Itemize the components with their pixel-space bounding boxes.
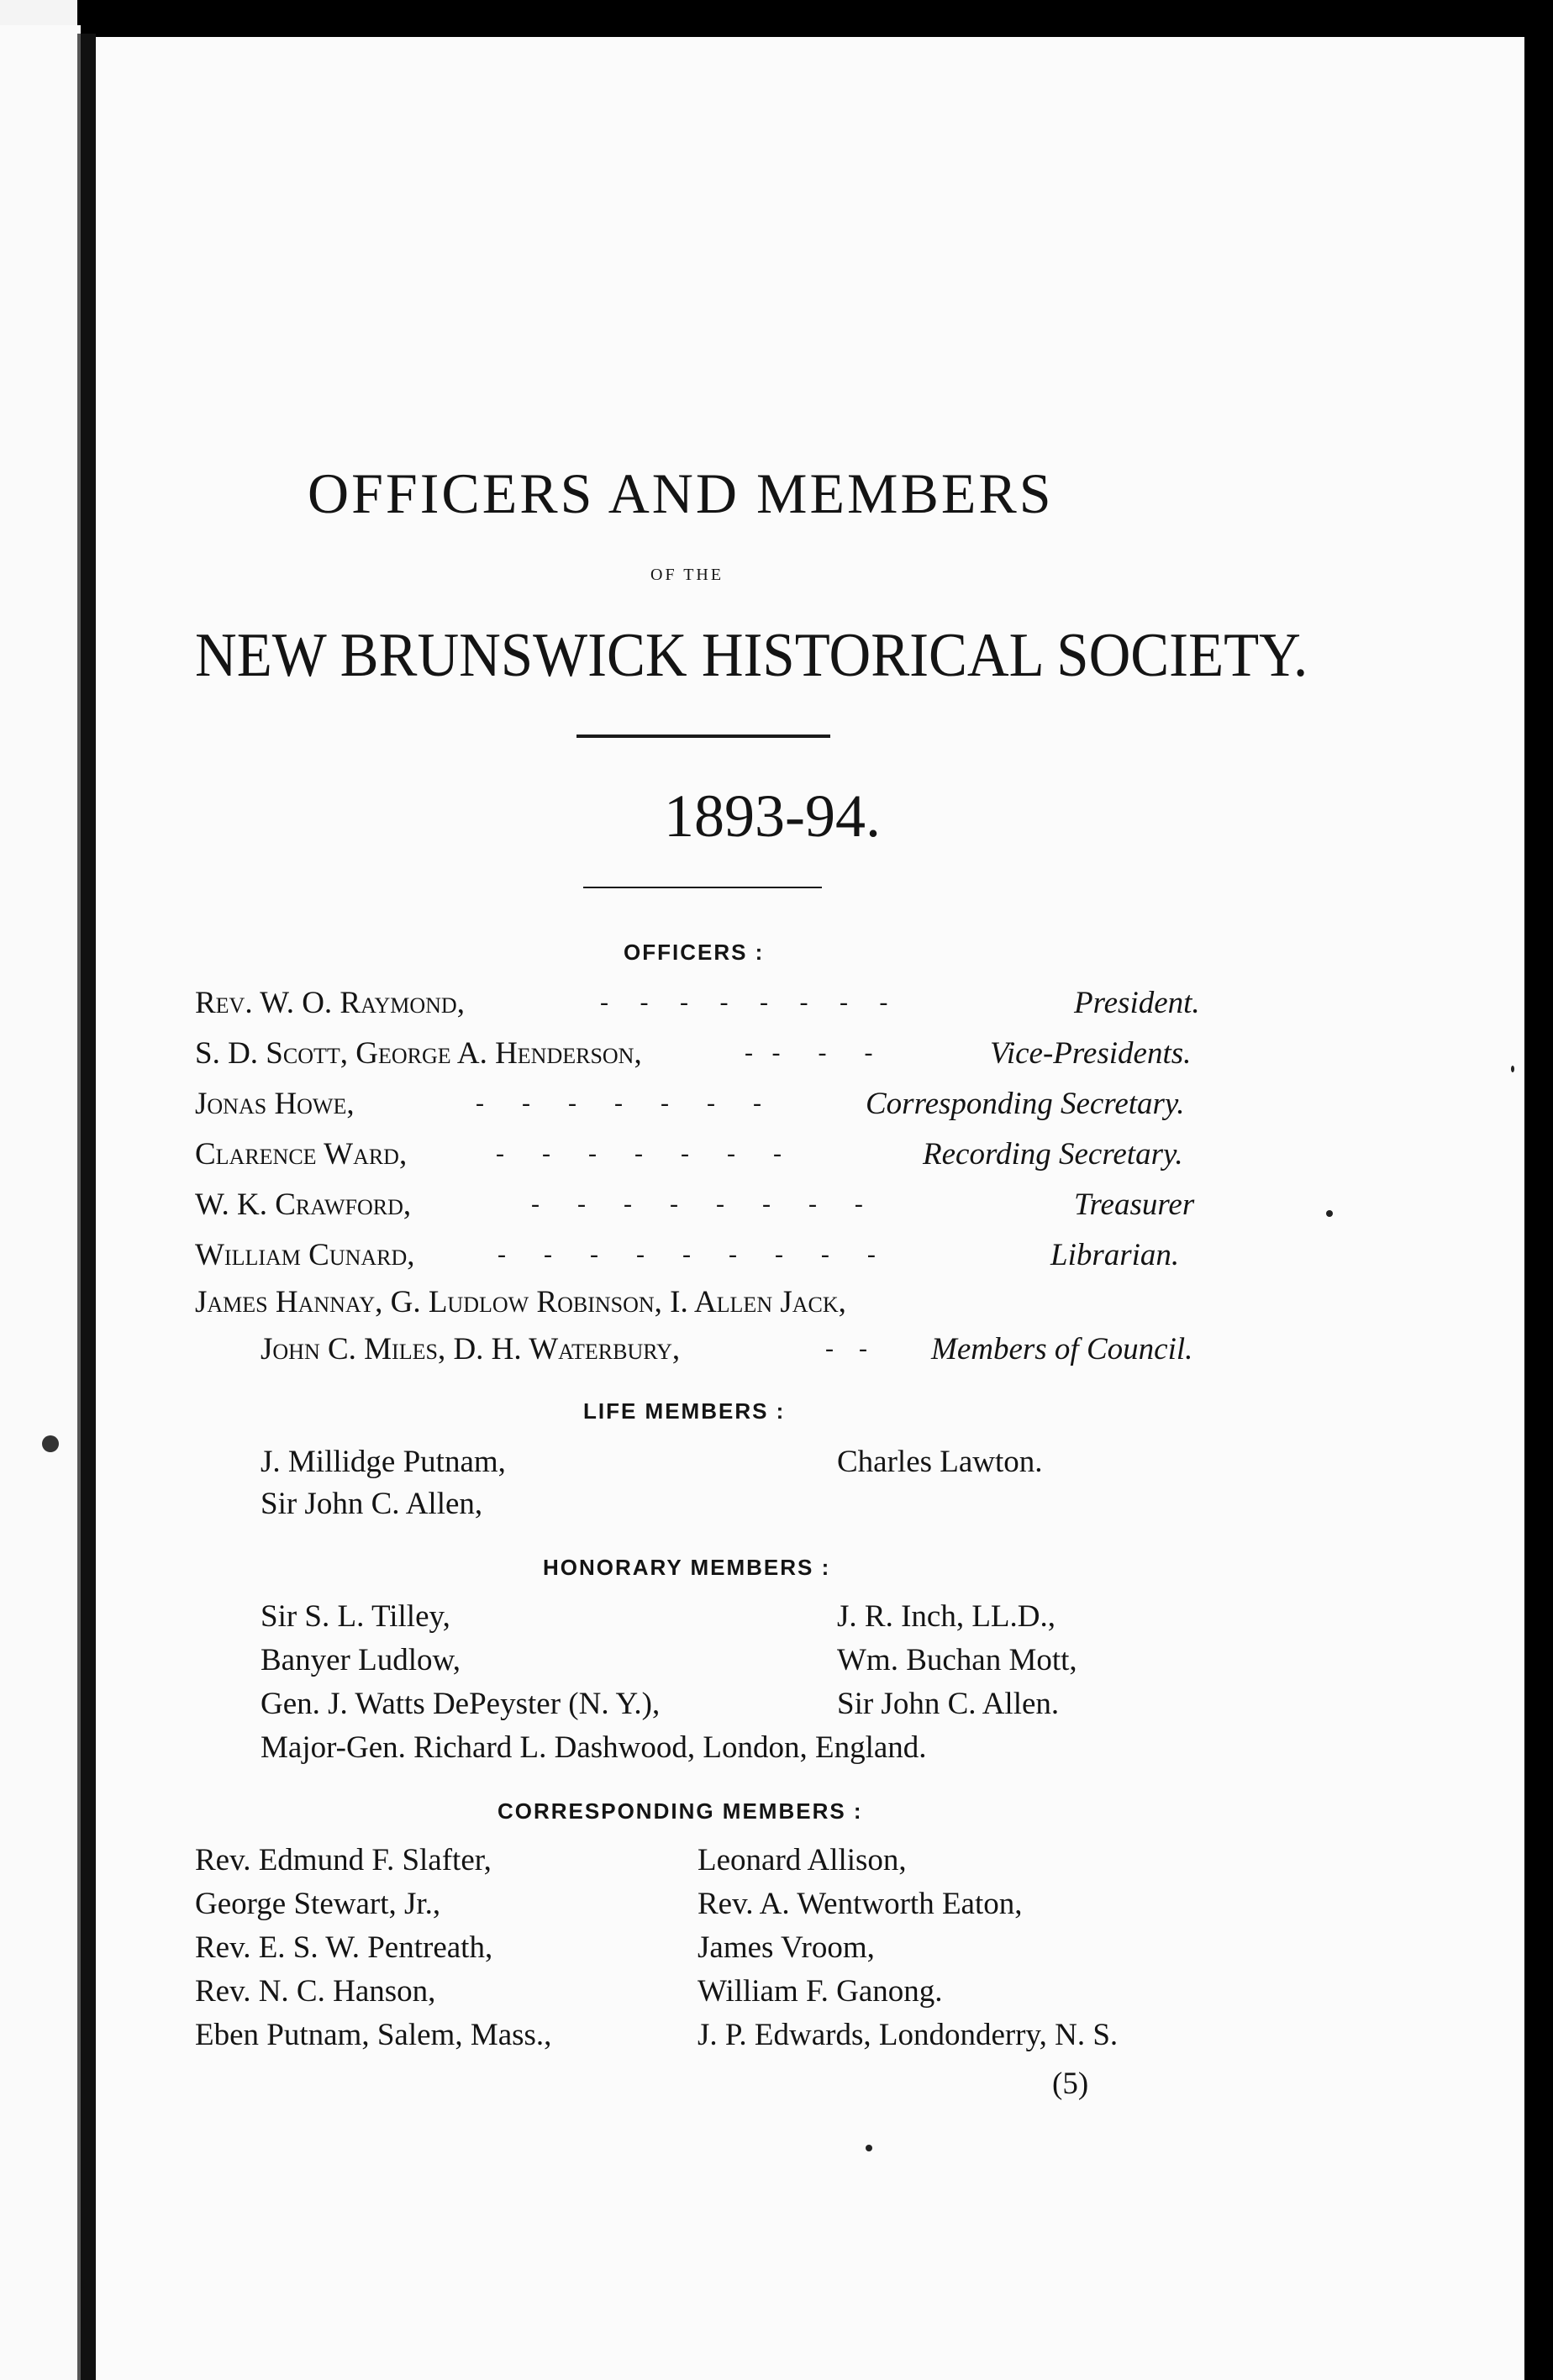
officer-role: Librarian. <box>1050 1238 1180 1272</box>
binding-edge <box>81 34 96 2380</box>
ink-speck <box>42 1435 59 1452</box>
officer-name: S. D. Scott, George A. Henderson, <box>195 1036 642 1071</box>
title-society-name: NEW BRUNSWICK HISTORICAL SOCIETY. <box>195 621 1308 690</box>
corresponding-member: J. P. Edwards, Londonderry, N. S. <box>698 2018 1119 2052</box>
council-names-line1: James Hannay, G. Ludlow Robinson, I. Allen Jack, <box>195 1285 846 1319</box>
section-title-life-members: LIFE MEMBERS : <box>583 1398 786 1424</box>
adjacent-page-sliver <box>0 0 77 25</box>
heading-rule-lower <box>583 887 822 888</box>
heading-rule-upper <box>576 735 830 738</box>
leader-dots: - - - - - - - <box>496 1140 782 1167</box>
title-of-the: OF THE <box>650 566 724 584</box>
page-number: (5) <box>1052 2067 1089 2101</box>
officer-role: Corresponding Secretary. <box>866 1087 1185 1121</box>
leader-dots: - - <box>825 1335 867 1362</box>
section-title-corresponding-members: CORRESPONDING MEMBERS : <box>497 1798 863 1824</box>
officer-role: Treasurer <box>1074 1187 1195 1222</box>
honorary-member: Sir S. L. Tilley, <box>261 1599 450 1634</box>
officer-role: Recording Secretary. <box>923 1137 1183 1172</box>
officer-role: Vice-Presidents. <box>990 1036 1192 1071</box>
officer-name: Rev. W. O. Raymond, <box>195 986 465 1020</box>
leader-dots: - - - - - - - - - <box>497 1240 876 1268</box>
corresponding-member: Rev. A. Wentworth Eaton, <box>698 1887 1023 1921</box>
corresponding-member: Rev. N. C. Hanson, <box>195 1974 436 2009</box>
council-names-line2: John C. Miles, D. H. Waterbury, <box>261 1332 681 1366</box>
honorary-member: J. R. Inch, LL.D., <box>837 1599 1056 1634</box>
honorary-member: Sir John C. Allen. <box>837 1687 1060 1721</box>
leader-dots: - - - - - - - <box>476 1089 761 1117</box>
ink-speck <box>866 2145 872 2151</box>
left-margin <box>0 25 81 2380</box>
title-officers-and-members: OFFICERS AND MEMBERS <box>308 461 1054 525</box>
scan-top-border <box>0 0 1553 40</box>
ink-speck <box>1511 1066 1514 1072</box>
honorary-member: Major-Gen. Richard L. Dashwood, London, England. <box>261 1730 927 1765</box>
corresponding-member: Rev. E. S. W. Pentreath, <box>195 1930 493 1965</box>
officer-role: President. <box>1074 986 1200 1020</box>
officer-name: Jonas Howe, <box>195 1087 355 1121</box>
corresponding-member: Eben Putnam, Salem, Mass., <box>195 2018 552 2052</box>
officer-name: W. K. Crawford, <box>195 1187 412 1222</box>
officer-name: William Cunard, <box>195 1238 415 1272</box>
leader-dots: - - - - - - - - <box>531 1190 863 1218</box>
life-member: Sir John C. Allen, <box>261 1487 483 1521</box>
ink-speck <box>1326 1210 1333 1217</box>
life-member: J. Millidge Putnam, <box>261 1445 506 1479</box>
corresponding-member: George Stewart, Jr., <box>195 1887 441 1921</box>
honorary-member: Wm. Buchan Mott, <box>837 1643 1077 1677</box>
corresponding-member: William F. Ganong. <box>698 1974 943 2009</box>
year-heading: 1893-94. <box>664 782 881 850</box>
officer-name: Clarence Ward, <box>195 1137 408 1172</box>
scan-right-border <box>1524 49 1553 2380</box>
leader-dots: - - - - - - - - <box>600 988 888 1016</box>
corresponding-member: Leonard Allison, <box>698 1843 907 1877</box>
section-title-officers: OFFICERS : <box>624 940 765 965</box>
honorary-member: Banyer Ludlow, <box>261 1643 461 1677</box>
corresponding-member: Rev. Edmund F. Slafter, <box>195 1843 492 1877</box>
life-member: Charles Lawton. <box>837 1445 1043 1479</box>
council-role: Members of Council. <box>931 1332 1193 1366</box>
honorary-member: Gen. J. Watts DePeyster (N. Y.), <box>261 1687 661 1721</box>
corresponding-member: James Vroom, <box>698 1930 875 1965</box>
leader-dots: - - - - <box>745 1039 873 1066</box>
section-title-honorary-members: HONORARY MEMBERS : <box>543 1555 831 1580</box>
